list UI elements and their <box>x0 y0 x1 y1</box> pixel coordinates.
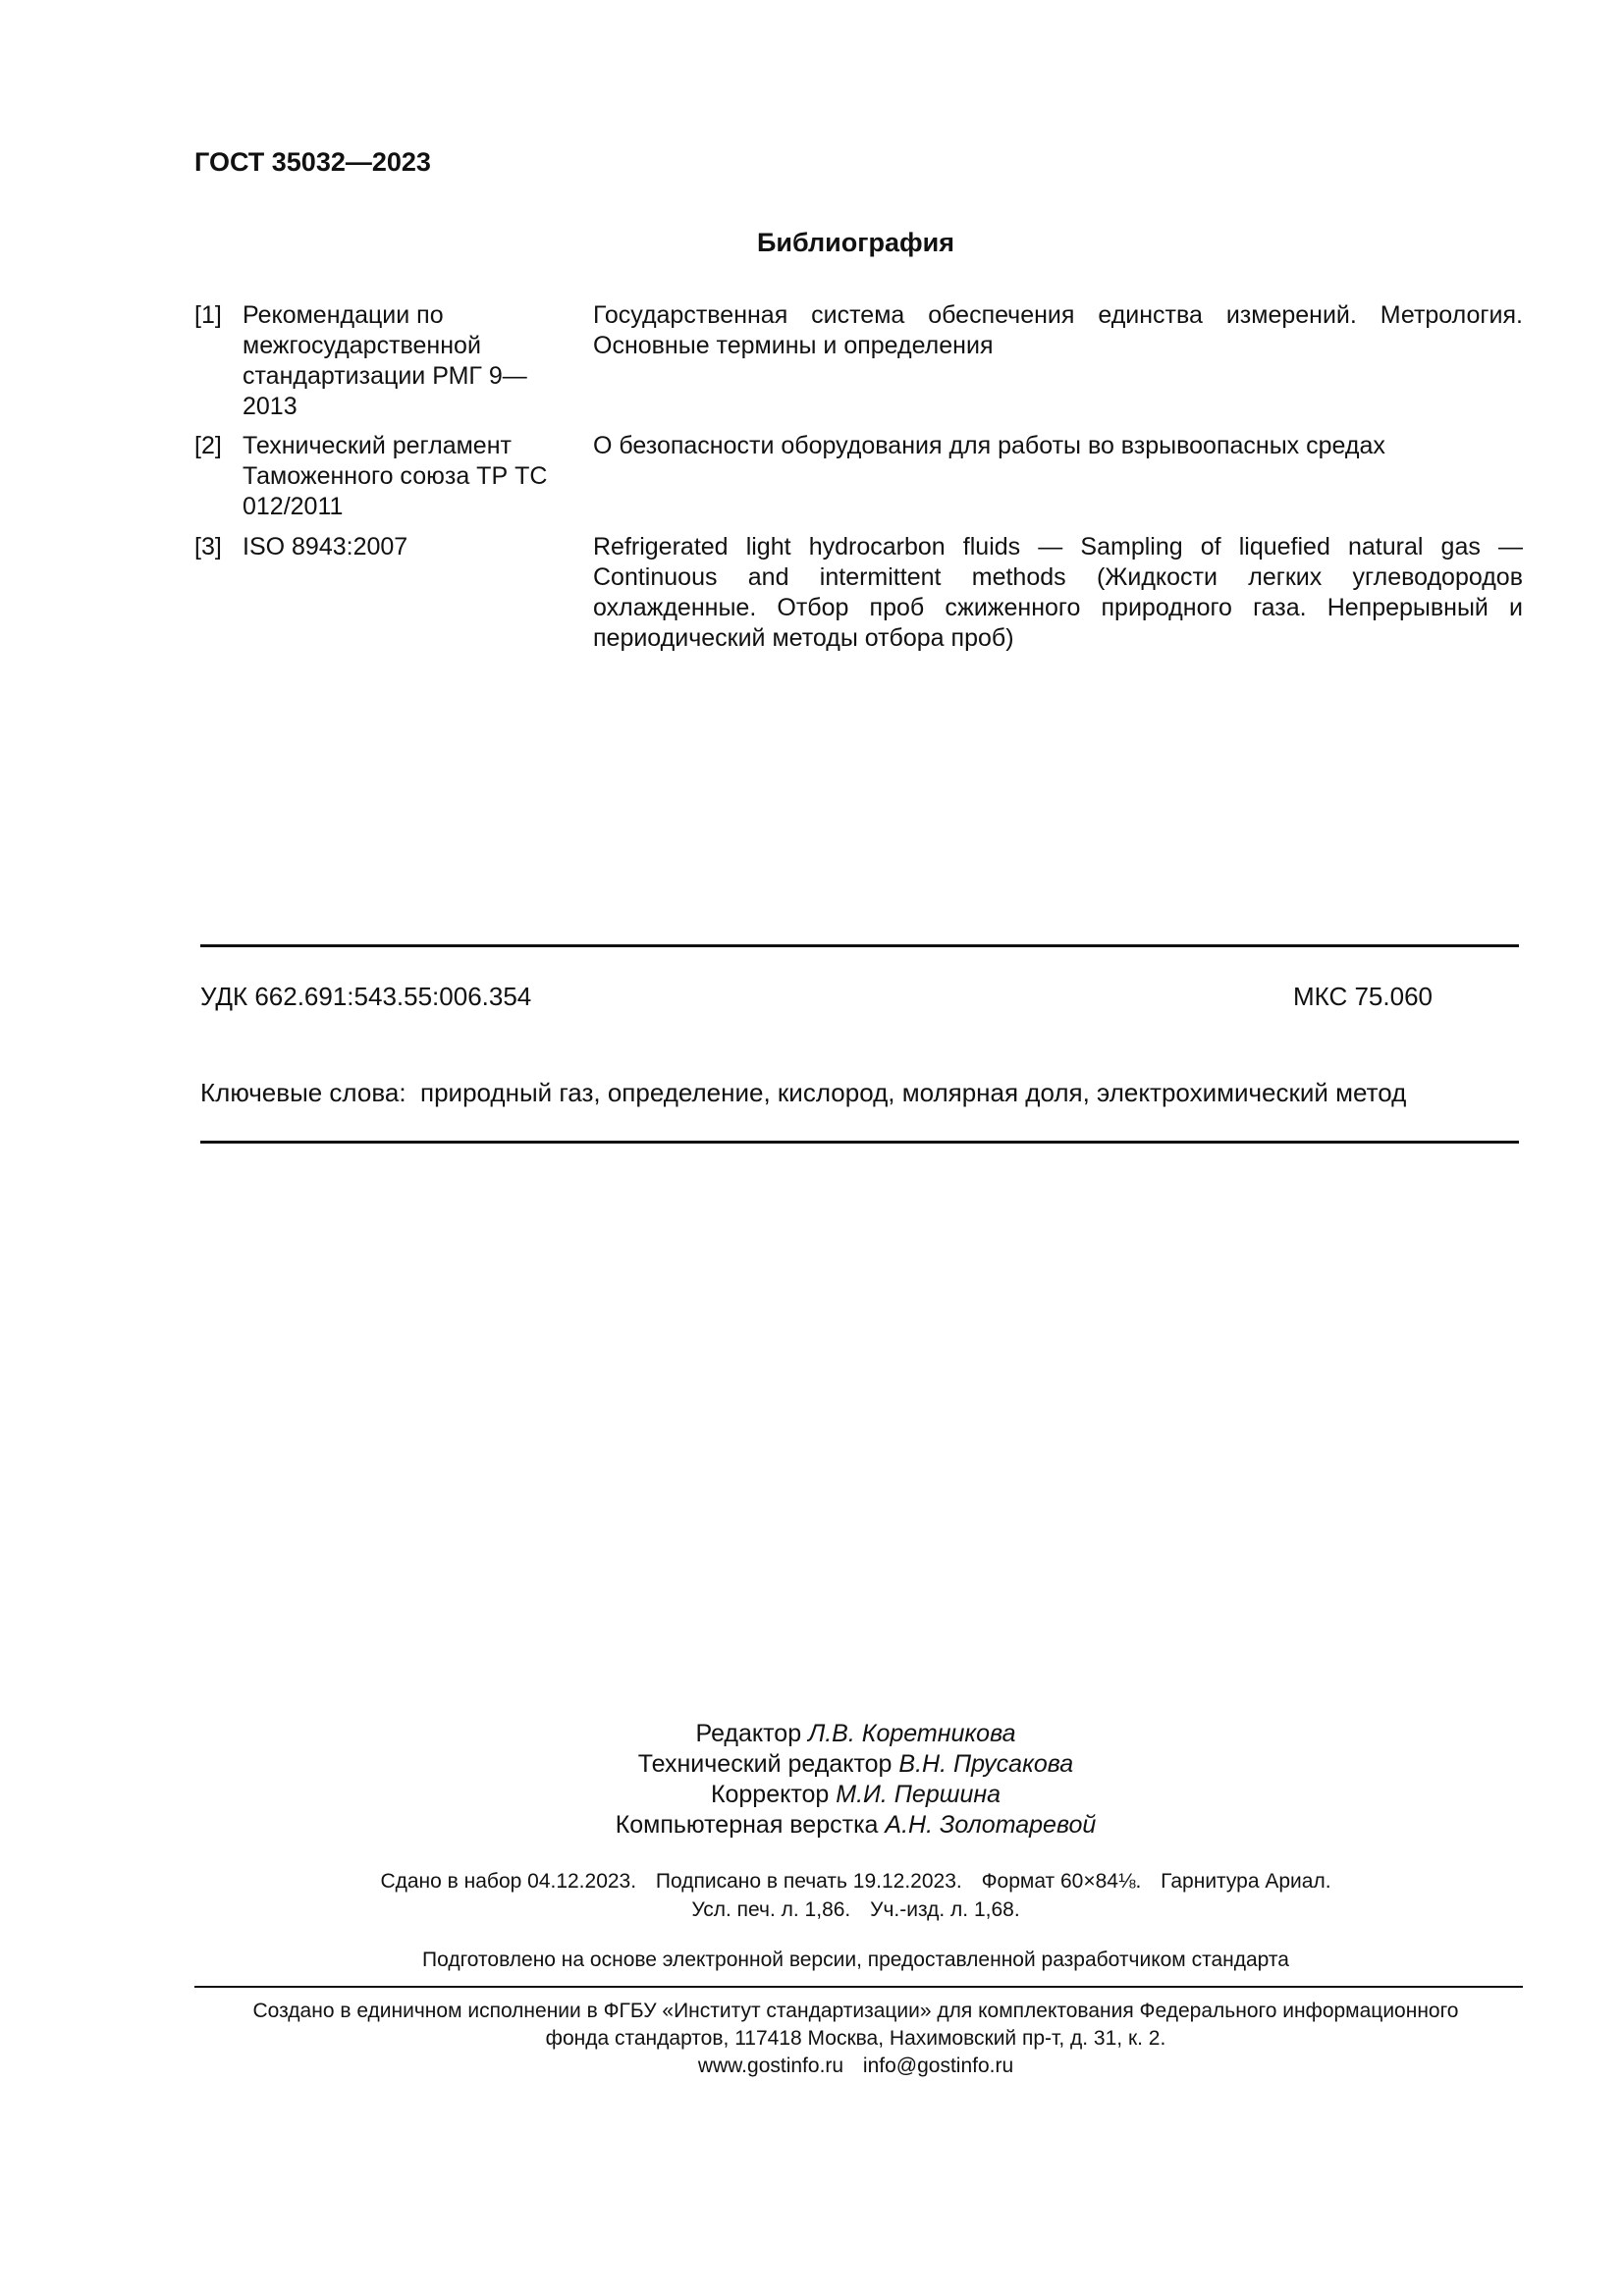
bib-entry-3-source: ISO 8943:2007 <box>243 533 408 561</box>
credit-corrector <box>0 1780 1624 1810</box>
prepared-note: Подготовлено на основе электронной версии, предоставленной разработчиком стандарта <box>422 1949 1289 1971</box>
credit-corrector-name: М.И. Першина <box>836 1781 1001 1808</box>
mks-code: МКС 75.060 <box>1292 982 1433 1011</box>
keywords-text: природный газ, определение, кислород, молярная доля, электрохимический метод <box>420 1078 1407 1107</box>
bib-entry-3-number: [3] <box>194 533 222 561</box>
credit-tech-editor-role: Технический редактор <box>637 1750 893 1778</box>
credit-tech-editor <box>0 1749 1624 1780</box>
bibliography-title: Библиография <box>757 228 954 257</box>
divider-top <box>200 944 1519 947</box>
bib-entry-2-number: [2] <box>194 432 222 459</box>
imprint-signed: Подписано в печать 19.12.2023. <box>655 1870 962 1893</box>
footer-email[interactable]: info@gostinfo.ru <box>862 2055 1014 2077</box>
imprint-print-sheets: Усл. печ. л. 1,86. <box>691 1898 851 1921</box>
credit-editor-name: Л.В. Коретникова <box>808 1720 1016 1747</box>
divider-footer <box>194 1986 1523 1988</box>
credit-corrector-role: Корректор <box>710 1781 830 1808</box>
keywords-label: Ключевые слова: <box>200 1078 406 1107</box>
imprint-format: Формат 60×84⅛. <box>981 1870 1142 1893</box>
footer-line-2: фонда стандартов, 117418 Москва, Нахимовский пр-т, д. 31, к. 2. <box>545 2027 1166 2050</box>
credit-tech-editor-name: В.Н. Прусакова <box>898 1750 1074 1778</box>
imprint-publisher-sheets: Уч.-изд. л. 1,68. <box>870 1898 1020 1921</box>
bib-entry-3-description: Refrigerated light hydrocarbon fluids — Sampling of liquefied natural gas — Continuous and intermittent methods (Жидкости легких углеводородов охлажденные. Отбор проб сжиженного природного газа. Непрерывный и периодический методы отбора проб) <box>593 533 1523 652</box>
credit-editor-role: Редактор <box>695 1720 802 1747</box>
udk-code: УДК 662.691:543.55:006.354 <box>200 982 532 1011</box>
imprint-line-2 <box>0 1896 1624 1924</box>
footer-line-1: Создано в единичном исполнении в ФГБУ «Институт стандартизации» для комплектования Федерального информационного <box>252 2000 1459 2022</box>
bib-entry-2-source: Технический регламент Таможенного союза ТР ТС 012/2011 <box>243 432 548 520</box>
bib-entry-1-description: Государственная система обеспечения единства измерений. Метрология. Основные термины и определения <box>593 301 1523 359</box>
credit-layout-name: А.Н. Золотаревой <box>885 1811 1097 1839</box>
footer-contacts <box>0 2053 1624 2080</box>
bib-entry-2-description: О безопасности оборудования для работы во взрывоопасных средах <box>593 432 1385 459</box>
imprint-line-1 <box>0 1868 1624 1896</box>
credit-editor <box>0 1719 1624 1749</box>
divider-keywords <box>200 1141 1519 1144</box>
imprint-typeface: Гарнитура Ариал. <box>1161 1870 1331 1893</box>
credit-layout <box>0 1810 1624 1841</box>
document-code: ГОСТ 35032—2023 <box>194 147 431 177</box>
imprint-submitted: Сдано в набор 04.12.2023. <box>380 1870 637 1893</box>
keywords <box>200 1078 1406 1108</box>
footer-website[interactable]: www.gostinfo.ru <box>697 2055 844 2077</box>
bib-entry-1-number: [1] <box>194 301 222 329</box>
bib-entry-1-source: Рекомендации по межгосударственной стандартизации РМГ 9—2013 <box>243 301 527 420</box>
credit-layout-role: Компьютерная верстка <box>615 1811 879 1839</box>
